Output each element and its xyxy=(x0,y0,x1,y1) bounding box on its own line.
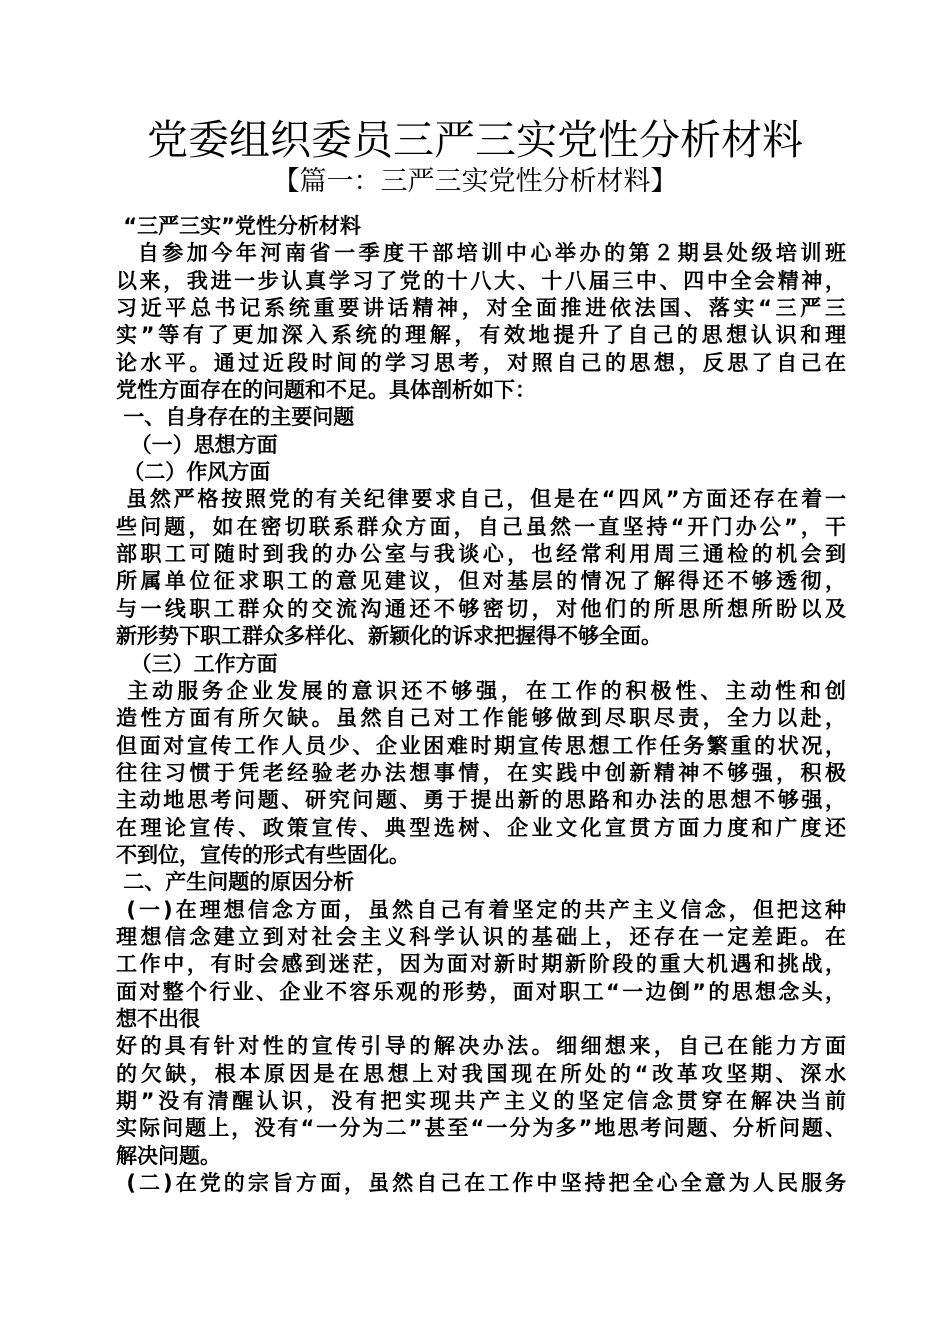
text-line: 实”等有了更加深入系统的理解，有效地提升了自己的思想认识和理 xyxy=(116,323,846,348)
text-line: “三严三实”党性分析材料 xyxy=(116,214,361,238)
text-line: 的欠缺，根本原因是在思想上对我国现在所处的“改革攻坚期、深水 xyxy=(116,1061,846,1086)
text-line: 面对整个行业、企业不容乐观的形势，面对职工“一边倒”的思想念头， xyxy=(116,979,846,1004)
text-line: 二、产生问题的原因分析 xyxy=(116,870,355,895)
text-line: 想不出很 xyxy=(116,1006,200,1031)
text-line: 解决问题。 xyxy=(116,1143,221,1168)
text-line: 造性方面有所欠缺。虽然自己对工作能够做到尽职尽责，全力以赴， xyxy=(116,706,846,731)
text-line: 所属单位征求职工的意见建议，但对基层的情况了解得还不够透彻， xyxy=(116,569,846,594)
text-line: 理想信念建立到对社会主义科学认识的基础上，还存在一定差距。在 xyxy=(116,924,846,949)
text-line: 在理论宣传、政策宣传、典型选树、企业文化宣贯方面力度和广度还 xyxy=(116,815,846,840)
text-line: 不到位，宣传的形式有些固化。 xyxy=(116,842,410,867)
text-line: 习近平总书记系统重要讲话精神，对全面推进依法国、落实“三严三 xyxy=(116,296,846,321)
text-line: 主动服务企业发展的意识还不够强，在工作的积极性、主动性和创 xyxy=(116,678,846,703)
text-line: 期”没有清醒认识，没有把实现共产主义的坚定信念贯穿在解决当前 xyxy=(116,1089,846,1113)
text-line: 实际问题上，没有“一分为二”甚至“一分为多”地思考问题、分析问题、 xyxy=(116,1116,846,1141)
document-title: 党委组织委员三严三实党性分析材料 xyxy=(147,116,803,164)
text-line: 论水平。通过近段时间的学习思考，对照自己的思想，反思了自己在 xyxy=(116,350,846,375)
text-line: 新形势下职工群众多样化、新颖化的诉求把握得不够全面。 xyxy=(116,624,662,649)
text-line: 些问题，如在密切联系群众方面，自己虽然一直坚持“开门办公”，干 xyxy=(116,514,846,539)
text-line: 工作中，有时会感到迷茫，因为面对新时期新阶段的重大机遇和挑战， xyxy=(116,952,846,977)
text-line: 主动地思考问题、研究问题、勇于提出新的思路和办法的思想不够强， xyxy=(116,788,846,813)
text-line: (二)在党的宗旨方面，虽然自己在工作中坚持把全心全意为人民服务 xyxy=(116,1171,846,1196)
text-line: 以来，我进一步认真学习了党的十八大、十八届三中、四中全会精神， xyxy=(116,268,846,293)
text-line: 部职工可随时到我的办公室与我谈心，也经常利用周三通检的机会到 xyxy=(116,542,846,567)
document-subtitle: 【篇一：三严三实党性分析材料】 xyxy=(272,166,678,197)
text-line: （二）作风方面 xyxy=(116,460,271,485)
text-line: （一）思想方面 xyxy=(116,432,278,457)
text-line: 虽然严格按照党的有关纪律要求自己，但是在“四风”方面还存在着一 xyxy=(116,487,846,512)
text-line: 一、自身存在的主要问题 xyxy=(116,405,355,430)
text-line: 自参加今年河南省一季度干部培训中心举办的第２期县处级培训班 xyxy=(116,241,846,266)
text-line: 党性方面存在的问题和不足。具体剖析如下： xyxy=(116,378,536,403)
document-body xyxy=(116,213,846,1197)
text-line: (一)在理想信念方面，虽然自己有着坚定的共产主义信念，但把这种 xyxy=(116,897,846,922)
text-line: 好的具有针对性的宣传引导的解决办法。细细想来，自己在能力方面 xyxy=(116,1034,846,1059)
text-line: 与一线职工群众的交流沟通还不够密切，对他们的所思所想所盼以及 xyxy=(116,596,846,621)
text-line: （三）工作方面 xyxy=(116,651,278,676)
text-line: 往往习惯于凭老经验老办法想事情，在实践中创新精神不够强，积极 xyxy=(116,760,846,785)
text-line: 但面对宣传工作人员少、企业困难时期宣传思想工作任务繁重的状况， xyxy=(116,733,846,758)
